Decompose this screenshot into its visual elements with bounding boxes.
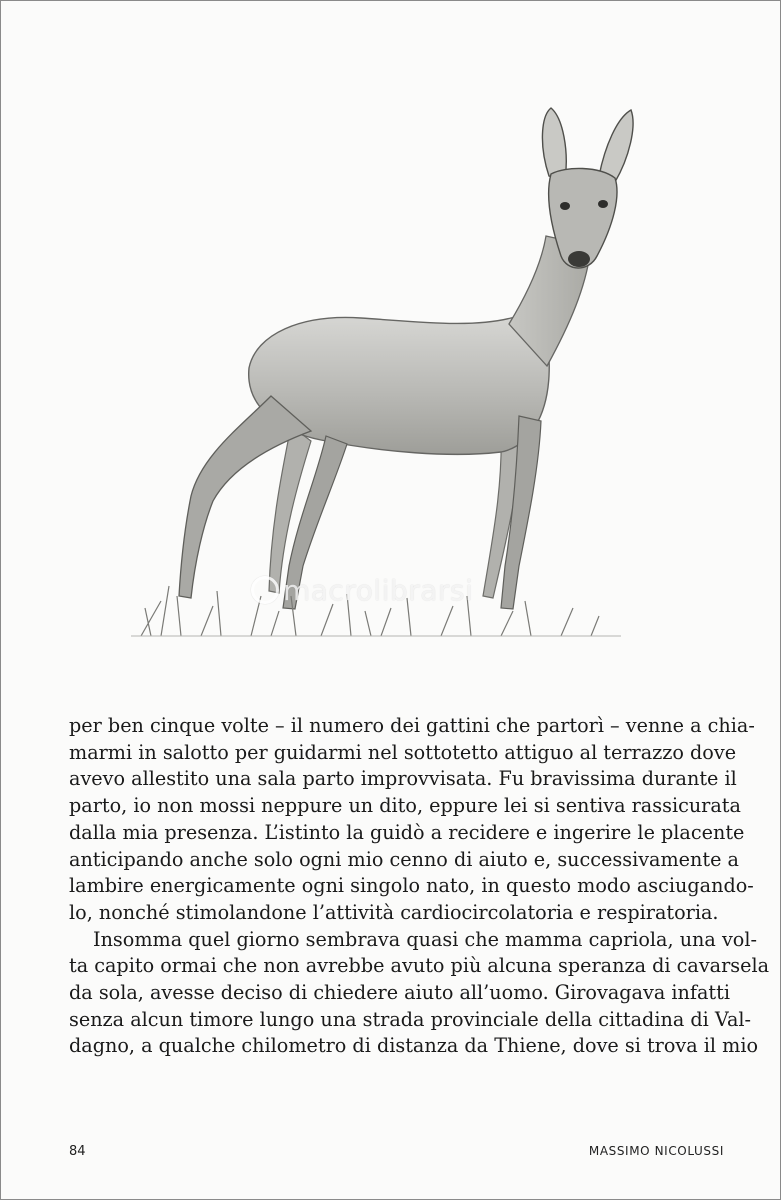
text-line: anticipando anche solo ogni mio cenno di aiuto e, successivamente a	[69, 847, 739, 871]
text-line: Insomma quel giorno sembrava quasi che mamma capriola, una vol-	[93, 927, 757, 951]
paragraph	[69, 713, 755, 927]
running-footer-author: MASSIMO NICOLUSSI	[588, 1144, 724, 1158]
watermark-logo-icon	[251, 576, 279, 604]
text-line: dagno, a qualche chilometro di distanza da Thiene, dove si trova il mio	[69, 1034, 759, 1058]
text-line: per ben cinque volte – il numero dei gattini che partorì – venne a chia-	[69, 714, 755, 737]
body-text	[69, 713, 770, 1060]
watermark	[251, 574, 473, 607]
text-line: avevo allestito una sala parto improvvisata. Fu bravissima durante il	[69, 767, 737, 791]
text-line: da sola, avesse deciso di chiedere aiuto all’uomo. Girovagava infatti	[69, 981, 730, 1005]
text-line: lo, nonché stimolandone l’attività cardiocircolatoria e respiratoria.	[69, 900, 719, 924]
watermark-text: macrolibrarsi	[283, 574, 474, 607]
text-line: ta capito ormai che non avrebbe avuto più alcuna speranza di cavarsela	[69, 954, 770, 978]
paragraph	[69, 927, 770, 1061]
text-line: parto, io non mossi neppure un dito, eppure lei si sentiva rassicurata	[69, 794, 741, 818]
text-line: lambire energicamente ogni singolo nato, in questo modo asciugando-	[69, 874, 754, 898]
text-line: marmi in salotto per guidarmi nel sottotetto attiguo al terrazzo dove	[69, 740, 737, 764]
text-line: dalla mia presenza. L’istinto la guidò a recidere e ingerire le placente	[69, 820, 745, 844]
page-number: 84	[69, 1144, 86, 1159]
text-line: senza alcun timore lungo una strada provinciale della cittadina di Val-	[69, 1007, 752, 1031]
roe-deer-illustration	[121, 96, 641, 656]
